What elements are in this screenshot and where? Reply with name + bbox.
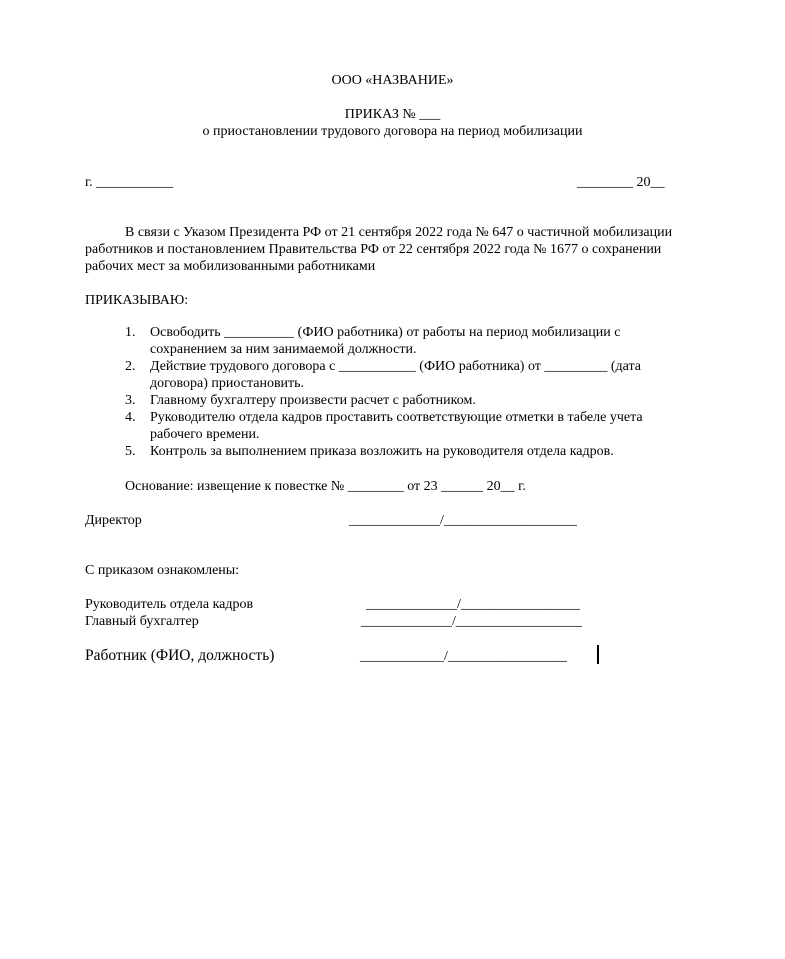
list-item [125,409,685,443]
order-word: ПРИКАЗЫВАЮ: [85,293,189,308]
list-item [125,392,685,409]
item-number: 3. [125,393,136,408]
organization-name: ООО «НАЗВАНИЕ» [331,73,454,88]
chief-accountant-signature-line: _____________/__________________ [361,614,582,629]
item-number: 5. [125,444,136,459]
item-number: 2. [125,359,136,374]
director-label: Директор [85,513,142,528]
employee-label: Работник (ФИО, должность) [85,647,275,664]
preamble-line: работников и постановлением Правительства РФ от 22 сентября 2022 года № 1677 о сохранении [85,242,662,257]
preamble-line: рабочих мест за мобилизованными работниками [85,259,376,274]
preamble-paragraph [85,224,710,275]
hr-head-signature-line: _____________/_________________ [366,597,580,612]
item-text: Главному бухгалтеру произвести расчет с работником. [150,393,476,408]
item-text: Руководителю отдела кадров проставить соответствующие отметки в табеле учета рабочего времени. [150,410,643,442]
list-item [125,324,685,358]
hr-head-label: Руководитель отдела кадров [85,597,254,612]
acquainted-heading: С приказом ознакомлены: [85,563,240,578]
order-items-list [125,324,685,460]
date-field: ________ 20__ [577,175,665,190]
director-signature-line: _____________/___________________ [349,513,577,528]
employee-signature-line: ____________/_________________ [360,649,567,664]
item-text: Освободить __________ (ФИО работника) от работы на период мобилизации с сохранением за ним занимаемой должности. [150,325,621,357]
item-number: 1. [125,325,136,340]
item-text: Действие трудового договора с ___________ (ФИО работника) от _________ (дата договора) приостановить. [150,359,642,391]
text-cursor [597,645,599,664]
item-text: Контроль за выполнением приказа возложить на руководителя отдела кадров. [150,444,614,459]
city-field: г. ___________ [85,175,174,190]
chief-accountant-label: Главный бухгалтер [85,614,199,629]
list-item [125,358,685,392]
order-title: ПРИКАЗ № ___ [344,107,441,122]
order-subject: о приостановлении трудового договора на период мобилизации [202,124,583,139]
basis-line: Основание: извещение к повестке № ________ от 23 ______ 20__ г. [125,479,526,494]
preamble-line: В связи с Указом Президента РФ от 21 сентября 2022 года № 647 о частичной мобилизации [125,225,673,240]
list-item [125,443,685,460]
item-number: 4. [125,410,136,425]
